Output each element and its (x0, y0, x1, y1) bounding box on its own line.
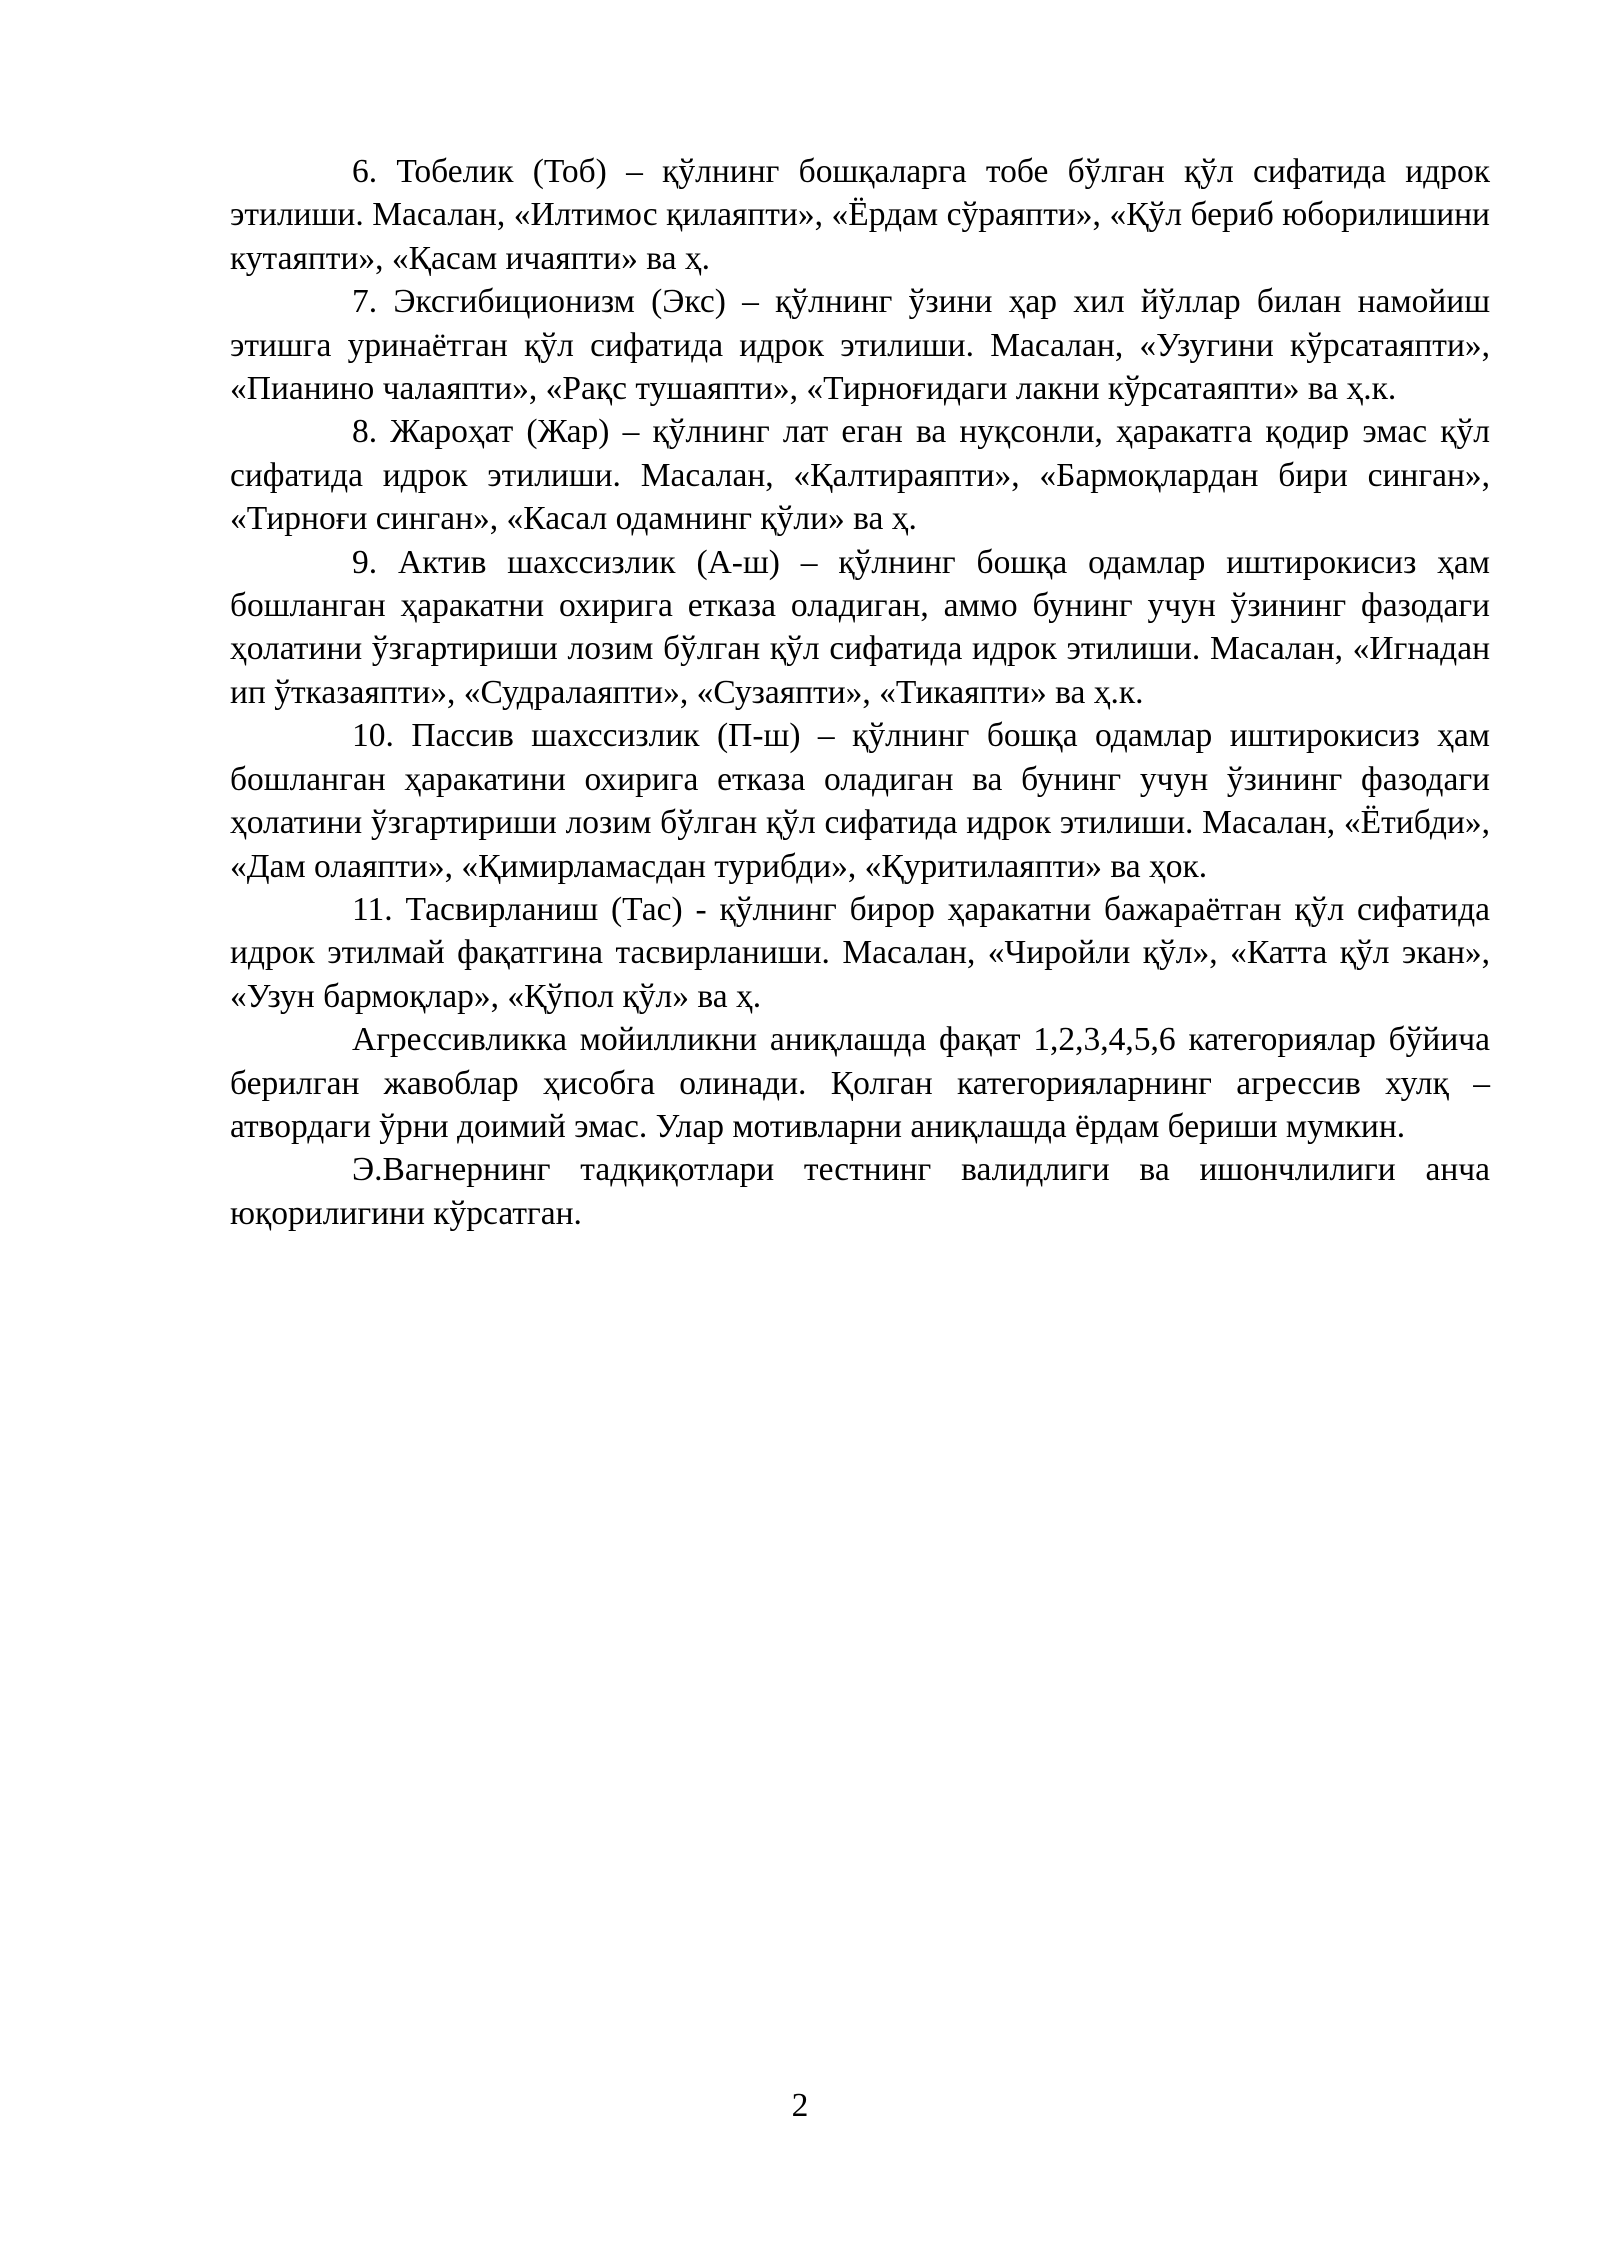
paragraph-category-10: 10. Пассив шахссизлик (П-ш) – қўлнинг бошқа одамлар иштирокисиз ҳам бошланган ҳаракатини охирига етказа оладиган ва бунинг учун ўзининг фазодаги ҳолатини ўзгартириши лозим бўлган қўл сифатида идрок этилиши. Масалан, «Ётибди», «Дам олаяпти», «Қимирламасдан турибди», «Қуритилаяпти» ва ҳок. (230, 717, 1490, 885)
paragraph-category-6: 6. Тобелик (Тоб) – қўлнинг бошқаларга тобе бўлган қўл сифатида идрок этилиши. Масалан, «Илтимос қилаяпти», «Ёрдам сўраяпти», «Қўл бериб юборилишини кутаяпти», «Қасам ичаяпти» ва ҳ. (230, 153, 1490, 277)
page-number: 2 (791, 2087, 809, 2124)
paragraph-category-11: 11. Тасвирланиш (Тас) - қўлнинг бирор ҳаракатни бажараётган қўл сифатида идрок этилмай фақатгина тасвирланиши. Масалан, «Чиройли қўл», «Катта қўл экан», «Узун бармоқлар», «Қўпол қўл» ва ҳ. (230, 890, 1490, 1015)
document-body (230, 150, 1490, 1235)
paragraph-aggression-note: Агрессивликка мойилликни аниқлашда фақат 1,2,3,4,5,6 категориялар бўйича берилган жавоблар ҳисобга олинади. Қолган категорияларнинг агрессив хулқ – атвордаги ўрни доимий эмас. Улар мотивларни аниқлашда ёрдам бериши мумкин. (230, 1021, 1490, 1145)
paragraph-category-7: 7. Эксгибиционизм (Экс) – қўлнинг ўзини ҳар хил йўллар билан намойиш этишга уринаётган қўл сифатида идрок этилиши. Масалан, «Узугини кўрсатаяпти», «Пианино чалаяпти», «Рақс тушаяпти», «Тирноғидаги лакни кўрсатаяпти» ва ҳ.к. (230, 283, 1490, 408)
paragraph-validity-note: Э.Вагнернинг тадқиқотлари тестнинг валидлиги ва ишончлилиги анча юқорилигини кўрсатган. (230, 1151, 1490, 1232)
paragraph-category-9: 9. Актив шахссизлик (А-ш) – қўлнинг бошқа одамлар иштирокисиз ҳам бошланган ҳаракатни охирига етказа оладиган, аммо бунинг учун ўзининг фазодаги ҳолатини ўзгартириши лозим бўлган қўл сифатида идрок этилиши. Масалан, «Игнадан ип ўтказаяпти», «Судралаяпти», «Сузаяпти», «Тикаяпти» ва ҳ.к. (230, 543, 1490, 711)
paragraph-category-8: 8. Жароҳат (Жар) – қўлнинг лат еган ва нуқсонли, ҳаракатга қодир эмас қўл сифатида идрок этилиши. Масалан, «Қалтираяпти», «Бармоқлардан бири синган», «Тирноғи синган», «Касал одамнинг қўли» ва ҳ. (230, 413, 1490, 538)
